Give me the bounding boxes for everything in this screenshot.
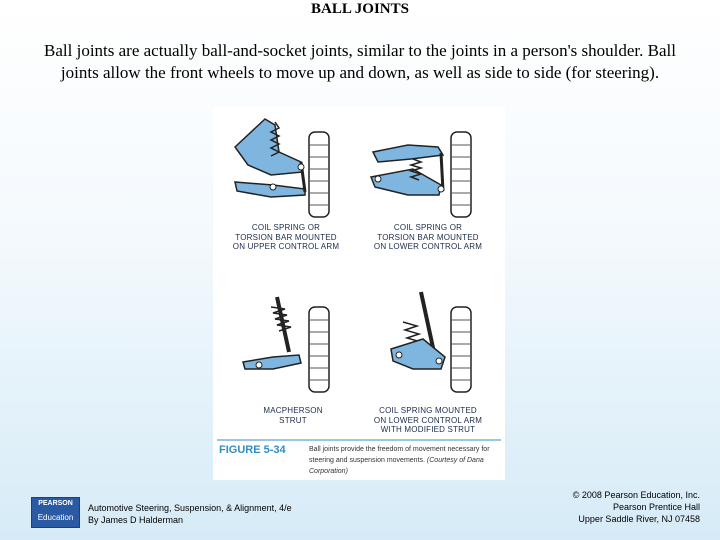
- slide-title: BALL JOINTS: [311, 1, 409, 17]
- logo-top-text: PEARSON: [38, 500, 73, 507]
- panel-caption-upper-arm: COIL SPRING OR TORSION BAR MOUNTED ON UPPER CONTROL ARM: [232, 223, 340, 251]
- pearson-logo: [31, 497, 80, 528]
- panel-modified-strut-drawing: [391, 292, 471, 392]
- panel-caption-lower-arm: COIL SPRING OR TORSION BAR MOUNTED ON LOWER CONTROL ARM: [373, 223, 483, 251]
- footer-copyright-block: [573, 489, 700, 525]
- footer-address: Upper Saddle River, NJ 07458: [578, 514, 700, 524]
- footer-copyright: © 2008 Pearson Education, Inc.: [572, 490, 700, 500]
- panel-lower-arm-drawing: [371, 132, 471, 217]
- figure-credit: (Courtesy of Dana Corporation): [309, 457, 484, 475]
- footer-publisher: Pearson Prentice Hall: [612, 502, 700, 512]
- footer-book-title: Automotive Steering, Suspension, & Alignment, 4/e: [88, 503, 292, 513]
- footer-author: By James D Halderman: [88, 515, 184, 525]
- panel-caption-macpherson: MACPHERSON STRUT: [263, 406, 323, 425]
- figure-caption-text: Ball joints provide the freedom of movement necessary for steering and suspension movements.: [309, 446, 490, 464]
- figure-caption: [309, 444, 501, 477]
- figure-label: FIGURE 5-34: [219, 444, 286, 456]
- panel-upper-arm-drawing: [235, 119, 329, 217]
- suspension-figure: [213, 107, 505, 480]
- footer-book-info: [88, 502, 292, 526]
- logo-bottom-text: Education: [37, 513, 74, 522]
- panel-caption-modified-strut: COIL SPRING MOUNTED ON LOWER CONTROL ARM WITH MODIFIED STRUT: [373, 406, 483, 434]
- slide-description: Ball joints are actually ball-and-socket joints, similar to the joints in a person's shoulder. Ball joints allow the front wheels to move up and down, as well as side to side (for steering).: [44, 41, 676, 82]
- panel-macpherson-drawing: [243, 297, 329, 392]
